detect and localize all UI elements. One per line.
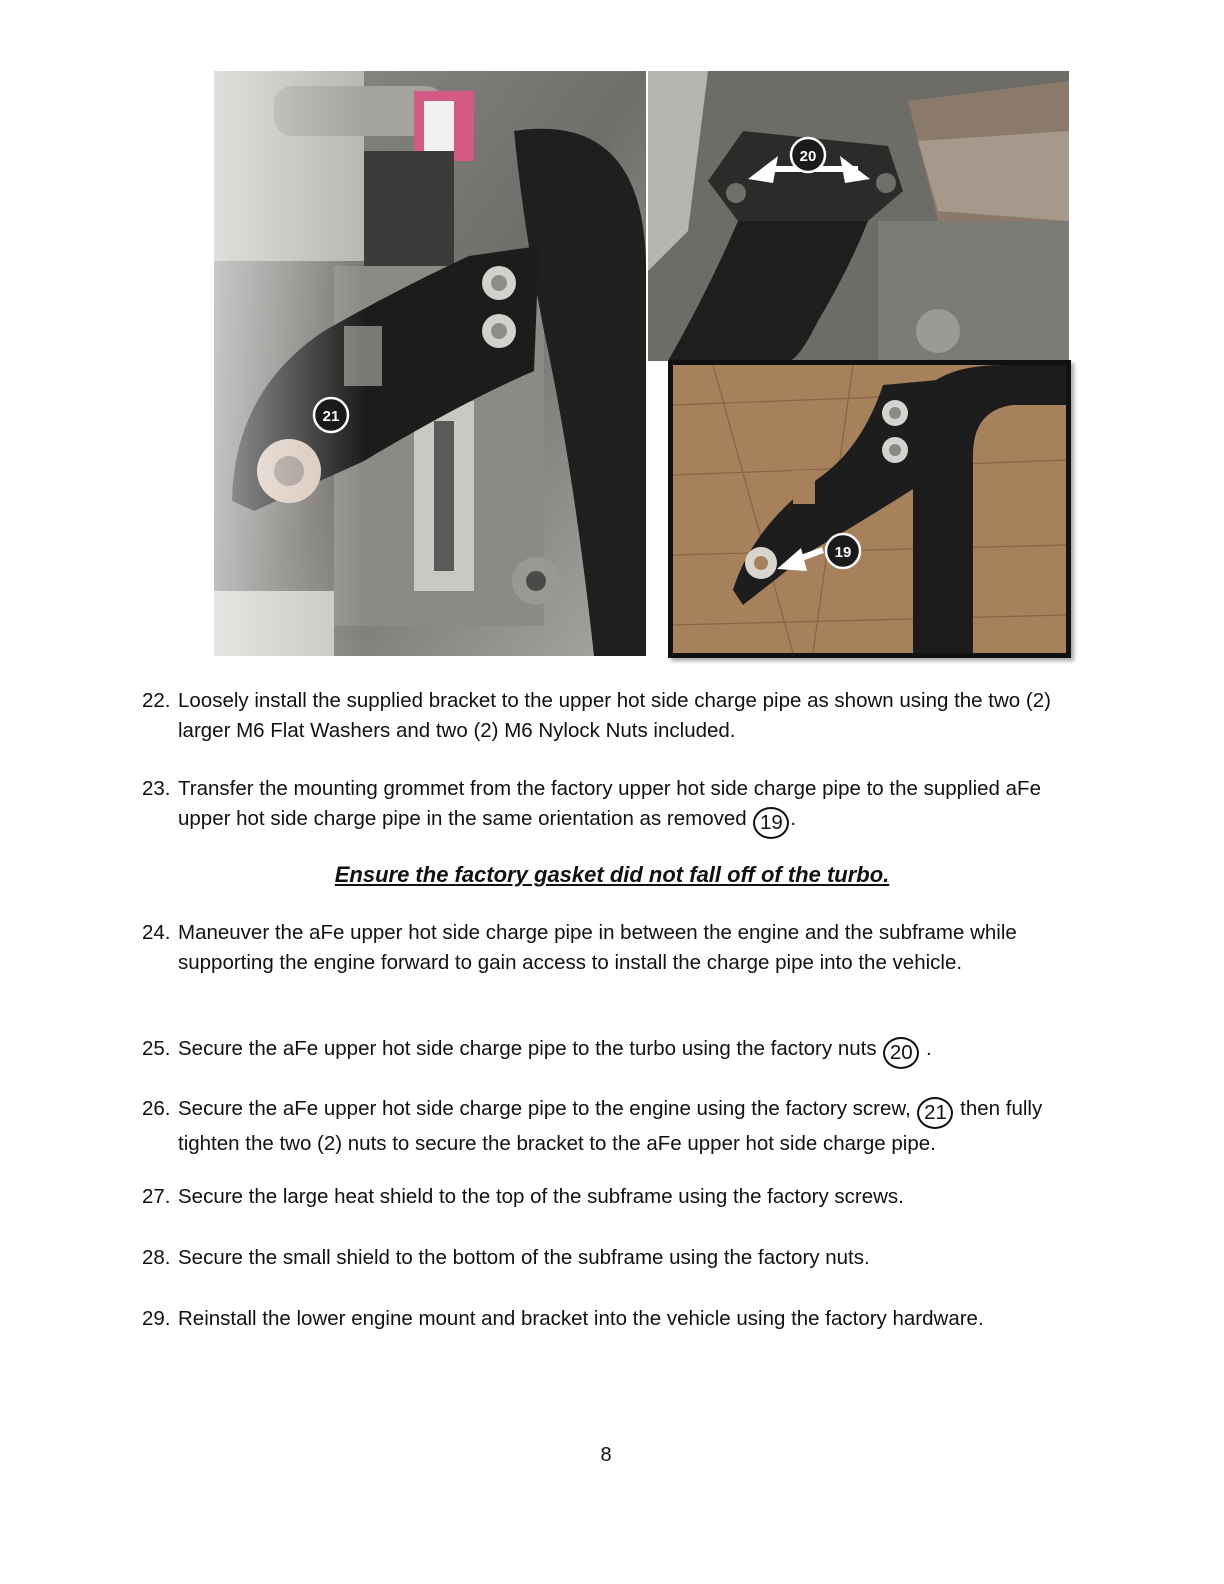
photo-callout-21: 21 [322, 408, 340, 425]
step-text: Secure the aFe upper hot side charge pipe to the engine using the factory screw, [178, 1097, 911, 1120]
step-27 [142, 1182, 1082, 1212]
photo-inset-bracket-on-pipe [668, 360, 1071, 658]
step-29 [142, 1304, 1082, 1334]
page-number: 8 [600, 1444, 612, 1466]
step-text: Secure the aFe upper hot side charge pipe to the turbo using the factory nuts [178, 1037, 877, 1060]
step-number: 23. [142, 777, 171, 800]
callout-21: 21 [917, 1097, 953, 1129]
photo-bracket-installed [214, 71, 646, 656]
step-number: 25. [142, 1037, 171, 1060]
step-number: 26. [142, 1097, 171, 1120]
step-23 [142, 774, 1082, 839]
step-text-after: . [926, 1037, 932, 1060]
step-number: 22. [142, 689, 171, 712]
step-text: Loosely install the supplied bracket to the upper hot side charge pipe as shown using the two (2) larger M6 Flat Washers and two (2) M6 Nylock Nuts included. [178, 689, 1051, 742]
step-24 [142, 918, 1082, 977]
step-text: Secure the large heat shield to the top of the subframe using the factory screws. [178, 1185, 904, 1208]
step-number: 28. [142, 1246, 171, 1269]
photo-turbo-flange [648, 71, 1069, 361]
warning-note: Ensure the factory gasket did not fall off of the turbo. [334, 862, 890, 887]
step-text: Reinstall the lower engine mount and bracket into the vehicle using the factory hardware. [178, 1307, 984, 1330]
step-number: 29. [142, 1307, 171, 1330]
photo-callout-20: 20 [799, 148, 817, 165]
step-text: Maneuver the aFe upper hot side charge pipe in between the engine and the subframe while supporting the engine forward to gain access to install the charge pipe into the vehicle. [178, 921, 1017, 974]
step-25 [142, 1034, 1082, 1069]
callout-19: 19 [753, 807, 789, 839]
step-28 [142, 1243, 1082, 1273]
step-text-after: then fully tighten the two (2) nuts to secure the bracket to the aFe upper hot side charge pipe. [178, 1097, 1043, 1155]
step-text: Transfer the mounting grommet from the factory upper hot side charge pipe to the supplied aFe upper hot side charge pipe in the same orientation as removed [178, 777, 1041, 830]
step-22 [142, 686, 1082, 745]
photo-callout-19: 19 [834, 544, 852, 561]
step-number: 24. [142, 921, 171, 944]
callout-20: 20 [883, 1037, 919, 1069]
step-number: 27. [142, 1185, 171, 1208]
step-26 [142, 1094, 1082, 1159]
step-text-after: . [790, 806, 797, 830]
step-text: Secure the small shield to the bottom of the subframe using the factory nuts. [178, 1246, 870, 1269]
